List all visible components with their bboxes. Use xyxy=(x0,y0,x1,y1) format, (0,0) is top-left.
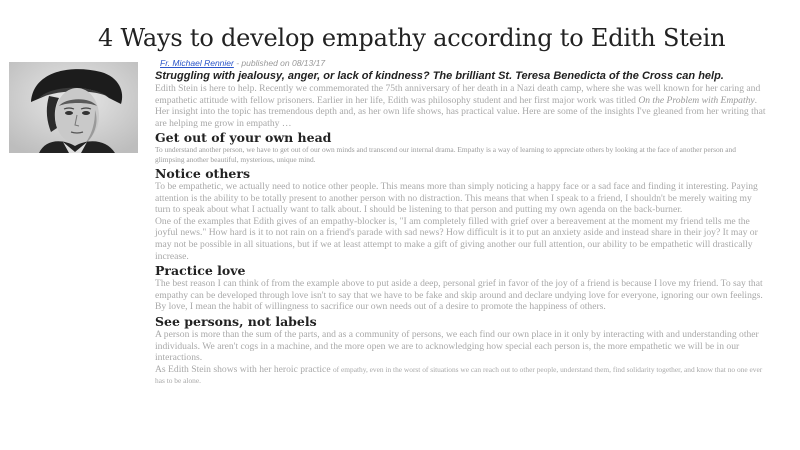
closing-paragraph xyxy=(155,364,767,387)
section-heading: Practice love xyxy=(155,263,246,279)
section-paragraph: The best reason I can think of from the example above to put aside a deep, personal grief in favor of the joy of a friend is because I love my friend. To say that empathy can be developed through love isn't to say that we have to be fake and skip around and declare undying love for everyone, ignoring our own feelings. By love, I mean the habit of willingness to sacrifice our own needs out of a desire to promote the happiness of others. xyxy=(155,278,763,313)
section-heading: Notice others xyxy=(155,165,250,181)
intro-text-1: Edith Stein is here to help. Recently we commemorated the 75th anniversary of her death in a Nazi death camp, where she was well known for her caring and empathetic attitude with fellow prisoners. Earlier in her life, Edith was philosophy student and her first major work was titled xyxy=(155,83,761,106)
byline xyxy=(160,58,325,68)
author-link[interactable]: Fr. Michael Rennier xyxy=(160,58,234,68)
section-paragraph: One of the examples that Edith gives of an empathy-blocker is, "I am completely filled with grief over a bereavement at the moment my friend tells me the joyful news." How hard is it to not rain on a friend's parade with sad news? How difficult is it to put an anxiety aside and instead share in their joy? It may or may not be possible in all situations, but if we at least attempt to make a gift of giving another our full attention, our ability to be empathetic will drastically increase. xyxy=(155,215,758,262)
section-paragraph: To be empathetic, we actually need to notice other people. This means more than simply noticing a happy face or a sad face and finding it interesting. Paying attention is the ability to be totally present to another person with no distraction. This means that when I speak to a friend, I shouldn't be merely waiting my turn to speak about what I actually want to talk about. I should be listening to that person and putting my own agenda on the back-burner. xyxy=(155,180,758,216)
closing-text-2: of empathy, even in the worst of situations we can reach out to other people, understand them, find solidarity together, and know that no one ever has to be alone. xyxy=(155,364,763,386)
page-title: 4 Ways to develop empathy according to Edith Stein xyxy=(98,24,726,52)
section-paragraph: A person is more than the sum of the parts, and as a community of persons, we each find our own place in it only by interacting with and understanding other individuals. We aren't cogs in a machine, and the more open we are to acknowledging how special each person is, the more empathetic we will be in our interactions. xyxy=(155,328,759,364)
section-heading: See persons, not labels xyxy=(155,313,317,329)
intro-paragraph xyxy=(155,83,767,129)
portrait-image xyxy=(9,62,138,153)
section-heading: Get out of your own head xyxy=(155,130,332,146)
intro-text-2: . Her insight into the topic has tremendous depth and, as her own life shows, has practical value. Here are some of the insights I've gleaned from her writing that are helping me grow in empathy … xyxy=(155,94,766,129)
article-body xyxy=(155,69,767,387)
work-title: On the Problem with Empathy xyxy=(638,94,755,106)
publish-date: - published on 08/13/17 xyxy=(233,58,326,68)
section-paragraph: To understand another person, we have to get out of our own minds and transcend our internal drama. Empathy is a way of learning to appreciate others by looking at the face of another person and glimpsing another beautiful, mysterious, unique mind. xyxy=(155,145,736,165)
closing-text-1: As Edith Stein shows with her heroic practice xyxy=(155,363,333,375)
edith-stein-portrait xyxy=(9,62,138,153)
lead-text: Struggling with jealousy, anger, or lack of kindness? The brilliant St. Teresa Benedicta of the Cross can help. xyxy=(155,70,724,82)
